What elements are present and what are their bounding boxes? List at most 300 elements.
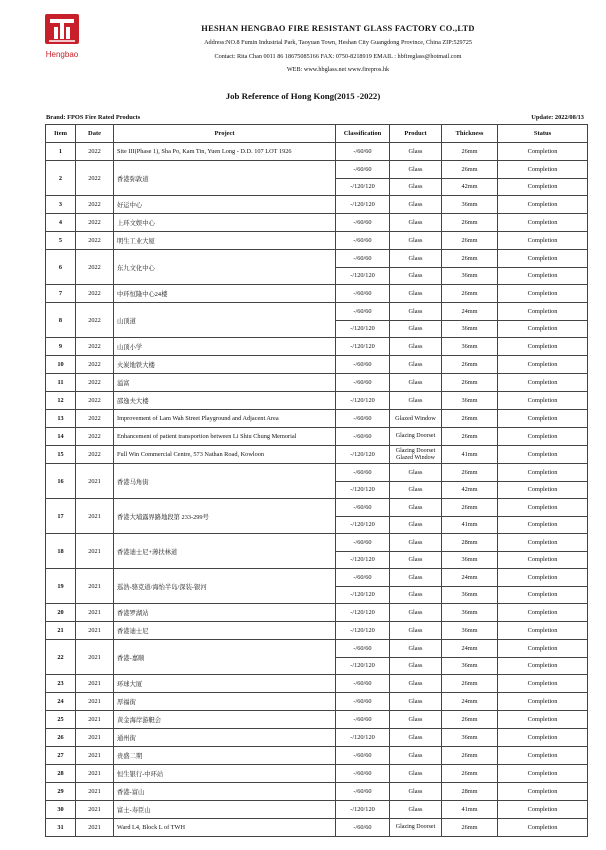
date-cell: 2022 — [76, 196, 114, 214]
column-header: Date — [76, 125, 114, 143]
project-cell: 山顶道 — [114, 303, 336, 338]
thickness-cell: 36mm — [442, 392, 498, 410]
status-cell: Completion — [498, 356, 588, 374]
status-value: Completion — [498, 657, 587, 675]
brand-label: Brand: FPOS Fire Rated Products — [46, 114, 141, 121]
product-cell: Glass — [390, 747, 442, 765]
product-cell: Glass — [390, 675, 442, 693]
date-cell: 2022 — [76, 232, 114, 250]
product-cell — [390, 161, 442, 196]
classification-value: -/60/60 — [353, 165, 372, 173]
thickness-value: 42mm — [442, 481, 497, 499]
thickness-cell: 28mm — [442, 783, 498, 801]
date-cell: 2022 — [76, 303, 114, 338]
item-cell: 18 — [46, 534, 76, 569]
status-cell: Completion — [498, 392, 588, 410]
status-cell: Completion — [498, 410, 588, 428]
product-cell: Glass — [390, 232, 442, 250]
table-row — [46, 604, 588, 622]
item-cell: 4 — [46, 214, 76, 232]
project-cell: 贵盛二期 — [114, 747, 336, 765]
status-cell: Completion — [498, 428, 588, 446]
project-cell: 厚福街 — [114, 693, 336, 711]
project-cell: 香港马角街 — [114, 464, 336, 499]
item-cell: 29 — [46, 783, 76, 801]
status-value: Completion — [527, 538, 558, 546]
job-reference-table — [45, 124, 588, 837]
product-cell — [390, 303, 442, 338]
date-cell: 2022 — [76, 250, 114, 285]
table-row — [46, 801, 588, 819]
thickness-value: 36mm — [442, 551, 497, 569]
project-cell: 邵逸夫大楼 — [114, 392, 336, 410]
item-cell: 22 — [46, 640, 76, 675]
project-cell: Enhancement of patient transportion between Li Shiu Chung Memorial — [114, 428, 336, 446]
product-value: Glass — [390, 551, 441, 569]
product-cell — [390, 534, 442, 569]
table-header-row — [46, 125, 588, 143]
thickness-cell: 26mm — [442, 374, 498, 392]
status-cell: Completion — [498, 747, 588, 765]
column-header: Item — [46, 125, 76, 143]
status-value: Completion — [498, 178, 587, 196]
date-cell: 2021 — [76, 783, 114, 801]
thickness-cell: 36mm — [442, 729, 498, 747]
product-cell: Glass — [390, 356, 442, 374]
product-value: Glass — [408, 644, 423, 652]
classification-cell: -/120/120 — [336, 338, 390, 356]
thickness-value: 36mm — [442, 267, 497, 285]
table-body — [46, 143, 588, 837]
company-name: HESHAN HENGBAO FIRE RESISTANT GLASS FACTORY CO.,LTD — [201, 24, 475, 33]
thickness-cell: 36mm — [442, 622, 498, 640]
classification-cell: -/60/60 — [336, 356, 390, 374]
classification-value: -/120/120 — [336, 320, 389, 338]
product-cell: Glazing Doorset — [390, 428, 442, 446]
classification-cell: -/60/60 — [336, 143, 390, 161]
item-cell: 31 — [46, 819, 76, 837]
thickness-cell: 36mm — [442, 338, 498, 356]
item-cell: 27 — [46, 747, 76, 765]
update-date: Update: 2022/08/13 — [531, 114, 584, 121]
product-cell — [390, 250, 442, 285]
classification-value: -/60/60 — [353, 307, 372, 315]
classification-value: -/120/120 — [336, 551, 389, 569]
table-row — [46, 285, 588, 303]
thickness-value: 26mm — [461, 503, 478, 511]
classification-cell: -/120/120 — [336, 622, 390, 640]
project-cell: 东九文化中心 — [114, 250, 336, 285]
table-row — [46, 711, 588, 729]
status-value: Completion — [498, 516, 587, 534]
company-contact: Contact: Rita Chan 0011 86 18675085166 FAX: 0750-8218919 EMAIL : hbfireglass@hotmail.com — [214, 53, 462, 60]
classification-cell — [336, 499, 390, 534]
thickness-cell — [442, 250, 498, 285]
classification-cell: -/60/60 — [336, 819, 390, 837]
classification-cell: -/60/60 — [336, 675, 390, 693]
product-cell: Glass — [390, 622, 442, 640]
thickness-cell: 26mm — [442, 428, 498, 446]
classification-cell: -/60/60 — [336, 232, 390, 250]
status-cell: Completion — [498, 622, 588, 640]
product-value: Glass — [408, 165, 423, 173]
status-value: Completion — [498, 586, 587, 604]
project-cell: 溢富 — [114, 374, 336, 392]
item-cell: 7 — [46, 285, 76, 303]
date-cell: 2022 — [76, 356, 114, 374]
thickness-cell: 26mm — [442, 747, 498, 765]
status-cell: Completion — [498, 285, 588, 303]
status-cell: Completion — [498, 819, 588, 837]
project-cell: 好运中心 — [114, 196, 336, 214]
classification-value: -/60/60 — [353, 644, 372, 652]
classification-value: -/120/120 — [336, 516, 389, 534]
thickness-cell: 26mm — [442, 356, 498, 374]
table-row — [46, 232, 588, 250]
date-cell: 2021 — [76, 499, 114, 534]
thickness-value: 28mm — [461, 538, 478, 546]
classification-value: -/60/60 — [353, 254, 372, 262]
product-cell: Glass — [390, 196, 442, 214]
project-cell: 香港罗湖站 — [114, 604, 336, 622]
table-row — [46, 499, 588, 534]
thickness-cell — [442, 303, 498, 338]
classification-value: -/120/120 — [336, 178, 389, 196]
item-cell: 20 — [46, 604, 76, 622]
thickness-cell: 41mm — [442, 801, 498, 819]
thickness-cell — [442, 534, 498, 569]
product-cell — [390, 569, 442, 604]
item-cell: 11 — [46, 374, 76, 392]
product-value: Glass — [390, 586, 441, 604]
classification-value: -/60/60 — [353, 538, 372, 546]
project-cell: 香港迪士尼 — [114, 622, 336, 640]
thickness-value: 24mm — [461, 573, 478, 581]
product-value: Glass — [408, 538, 423, 546]
thickness-value: 42mm — [442, 178, 497, 196]
product-cell — [390, 464, 442, 499]
product-cell: Glass — [390, 374, 442, 392]
date-cell: 2022 — [76, 428, 114, 446]
status-cell — [498, 464, 588, 499]
thickness-value: 26mm — [461, 165, 478, 173]
project-cell: 香港迪士尼+薄扶林道 — [114, 534, 336, 569]
status-cell: Completion — [498, 783, 588, 801]
date-cell: 2021 — [76, 675, 114, 693]
table-row — [46, 250, 588, 285]
project-cell: 香港大埔露界路地段第 233-299号 — [114, 499, 336, 534]
classification-cell: -/60/60 — [336, 285, 390, 303]
product-value: Glass — [390, 657, 441, 675]
status-cell: Completion — [498, 729, 588, 747]
status-cell: Completion — [498, 693, 588, 711]
item-cell: 19 — [46, 569, 76, 604]
product-value: Glass — [390, 178, 441, 196]
product-cell: Glass — [390, 711, 442, 729]
product-cell: Glazing Doorset Glazed Window — [390, 446, 442, 464]
status-cell — [498, 569, 588, 604]
classification-cell: -/60/60 — [336, 711, 390, 729]
product-value: Glass — [390, 516, 441, 534]
status-cell — [498, 499, 588, 534]
thickness-cell: 26mm — [442, 675, 498, 693]
classification-cell: -/60/60 — [336, 374, 390, 392]
status-cell: Completion — [498, 338, 588, 356]
table-row — [46, 534, 588, 569]
status-cell: Completion — [498, 196, 588, 214]
thickness-cell: 26mm — [442, 285, 498, 303]
table-row — [46, 464, 588, 499]
thickness-cell — [442, 464, 498, 499]
product-cell: Glass — [390, 285, 442, 303]
classification-cell — [336, 303, 390, 338]
thickness-value: 36mm — [442, 657, 497, 675]
classification-cell: -/120/120 — [336, 446, 390, 464]
item-cell: 2 — [46, 161, 76, 196]
date-cell: 2021 — [76, 693, 114, 711]
table-row — [46, 410, 588, 428]
status-value: Completion — [498, 551, 587, 569]
classification-cell: -/60/60 — [336, 747, 390, 765]
date-cell: 2021 — [76, 622, 114, 640]
thickness-cell: 41mm — [442, 446, 498, 464]
status-cell: Completion — [498, 214, 588, 232]
item-cell: 21 — [46, 622, 76, 640]
date-cell: 2022 — [76, 161, 114, 196]
classification-value: -/60/60 — [353, 573, 372, 581]
product-cell — [390, 499, 442, 534]
classification-cell: -/60/60 — [336, 410, 390, 428]
project-cell: 明生工业大厦 — [114, 232, 336, 250]
product-cell: Glass — [390, 604, 442, 622]
thickness-value: 26mm — [461, 468, 478, 476]
status-cell: Completion — [498, 232, 588, 250]
status-cell — [498, 303, 588, 338]
item-cell: 17 — [46, 499, 76, 534]
status-value: Completion — [527, 644, 558, 652]
item-cell: 9 — [46, 338, 76, 356]
product-cell: Glass — [390, 729, 442, 747]
classification-cell: -/60/60 — [336, 765, 390, 783]
date-cell: 2022 — [76, 374, 114, 392]
status-value: Completion — [498, 267, 587, 285]
table-row — [46, 196, 588, 214]
product-cell: Glass — [390, 143, 442, 161]
classification-cell — [336, 161, 390, 196]
status-cell: Completion — [498, 801, 588, 819]
item-cell: 14 — [46, 428, 76, 446]
table-row — [46, 569, 588, 604]
item-cell: 16 — [46, 464, 76, 499]
product-cell: Glass — [390, 338, 442, 356]
status-value: Completion — [527, 165, 558, 173]
classification-value: -/60/60 — [353, 503, 372, 511]
classification-cell: -/120/120 — [336, 604, 390, 622]
item-cell: 10 — [46, 356, 76, 374]
classification-cell: -/120/120 — [336, 392, 390, 410]
thickness-cell — [442, 499, 498, 534]
product-cell: Glass — [390, 765, 442, 783]
status-cell — [498, 640, 588, 675]
product-value: Glass — [390, 320, 441, 338]
date-cell: 2021 — [76, 640, 114, 675]
date-cell: 2021 — [76, 464, 114, 499]
product-cell: Glass — [390, 801, 442, 819]
thickness-value: 36mm — [442, 586, 497, 604]
table-row — [46, 693, 588, 711]
classification-value: -/120/120 — [336, 267, 389, 285]
table-row — [46, 392, 588, 410]
status-value: Completion — [498, 481, 587, 499]
classification-value: -/120/120 — [336, 657, 389, 675]
product-cell: Glass — [390, 783, 442, 801]
date-cell: 2021 — [76, 534, 114, 569]
company-web: WEB: www.hbglass.net www.firepros.hk — [286, 66, 390, 73]
company-address: Address:NO.8 Fumin Industrial Park, Taoyuan Town, Heshan City Guangdong Province, China ZIP:529725 — [204, 39, 472, 46]
document-title: Job Reference of Hong Kong(2015 -2022) — [225, 91, 381, 101]
item-cell: 3 — [46, 196, 76, 214]
thickness-cell: 26mm — [442, 765, 498, 783]
date-cell: 2022 — [76, 446, 114, 464]
status-cell: Completion — [498, 143, 588, 161]
thickness-cell: 26mm — [442, 410, 498, 428]
column-header: Product — [390, 125, 442, 143]
date-cell: 2021 — [76, 604, 114, 622]
item-cell: 30 — [46, 801, 76, 819]
table-row — [46, 374, 588, 392]
thickness-value: 24mm — [461, 307, 478, 315]
product-cell: Glass — [390, 214, 442, 232]
thickness-cell: 26mm — [442, 232, 498, 250]
column-header: Thickness — [442, 125, 498, 143]
item-cell: 5 — [46, 232, 76, 250]
thickness-cell: 26mm — [442, 143, 498, 161]
item-cell: 24 — [46, 693, 76, 711]
product-value: Glass — [408, 307, 423, 315]
column-header: Project — [114, 125, 336, 143]
project-cell: 黄金海岸游艇会 — [114, 711, 336, 729]
product-value: Glass — [408, 468, 423, 476]
classification-cell — [336, 640, 390, 675]
thickness-cell — [442, 640, 498, 675]
status-cell: Completion — [498, 711, 588, 729]
product-cell: Glazing Doorset — [390, 819, 442, 837]
classification-cell: -/120/120 — [336, 196, 390, 214]
date-cell: 2022 — [76, 410, 114, 428]
classification-cell: -/60/60 — [336, 783, 390, 801]
item-cell: 23 — [46, 675, 76, 693]
thickness-value: 26mm — [461, 254, 478, 262]
item-cell: 26 — [46, 729, 76, 747]
classification-value: -/60/60 — [353, 468, 372, 476]
table-row — [46, 214, 588, 232]
classification-cell — [336, 534, 390, 569]
project-cell: Full Win Commercial Centre, 573 Nathan Road, Kowloon — [114, 446, 336, 464]
classification-value: -/120/120 — [336, 586, 389, 604]
product-value: Glass — [408, 503, 423, 511]
item-cell: 12 — [46, 392, 76, 410]
project-cell: 中环恒隆中心24楼 — [114, 285, 336, 303]
thickness-value: 41mm — [442, 516, 497, 534]
table-row — [46, 729, 588, 747]
table-row — [46, 446, 588, 464]
thickness-cell: 36mm — [442, 196, 498, 214]
date-cell: 2021 — [76, 765, 114, 783]
project-cell: 环球大厦 — [114, 675, 336, 693]
classification-cell — [336, 250, 390, 285]
thickness-cell: 26mm — [442, 819, 498, 837]
status-value: Completion — [527, 503, 558, 511]
classification-cell: -/60/60 — [336, 693, 390, 711]
project-cell: 上环文娱中心 — [114, 214, 336, 232]
date-cell: 2022 — [76, 214, 114, 232]
status-value: Completion — [498, 320, 587, 338]
project-cell: 富士-寿臣山 — [114, 801, 336, 819]
project-cell: 通州街 — [114, 729, 336, 747]
table-row — [46, 819, 588, 837]
item-cell: 6 — [46, 250, 76, 285]
table-row — [46, 783, 588, 801]
table-row — [46, 622, 588, 640]
date-cell: 2022 — [76, 392, 114, 410]
thickness-cell: 36mm — [442, 604, 498, 622]
table-row — [46, 765, 588, 783]
thickness-value: 24mm — [461, 644, 478, 652]
date-cell: 2021 — [76, 729, 114, 747]
status-value: Completion — [527, 254, 558, 262]
item-cell: 15 — [46, 446, 76, 464]
product-cell — [390, 640, 442, 675]
product-value: Glass — [408, 254, 423, 262]
status-cell: Completion — [498, 765, 588, 783]
project-cell: Ward L4, Block L of TWH — [114, 819, 336, 837]
date-cell: 2021 — [76, 711, 114, 729]
classification-cell — [336, 464, 390, 499]
product-value: Glass — [390, 267, 441, 285]
date-cell: 2021 — [76, 569, 114, 604]
thickness-cell: 24mm — [442, 693, 498, 711]
project-cell: 恒生银行-中环站 — [114, 765, 336, 783]
status-value: Completion — [527, 573, 558, 581]
product-cell: Glass — [390, 392, 442, 410]
thickness-cell: 26mm — [442, 214, 498, 232]
project-cell: 香港-嘉顺 — [114, 640, 336, 675]
project-cell: 巡浩-骆克道/海怡半岛/深装-银河 — [114, 569, 336, 604]
project-cell: 香港弥敦道 — [114, 161, 336, 196]
thickness-cell — [442, 161, 498, 196]
table-row — [46, 303, 588, 338]
logo-text: Hengbao — [45, 50, 79, 59]
status-cell: Completion — [498, 374, 588, 392]
classification-cell: -/60/60 — [336, 428, 390, 446]
column-header: Classification — [336, 125, 390, 143]
table-row — [46, 747, 588, 765]
status-cell: Completion — [498, 446, 588, 464]
date-cell: 2022 — [76, 338, 114, 356]
project-cell: Site III(Phase 1), Sha Po, Kam Tin, Yuen Long - D.D. 107 LOT 1926 — [114, 143, 336, 161]
table-row — [46, 161, 588, 196]
table-row — [46, 338, 588, 356]
table-row — [46, 640, 588, 675]
product-cell: Glazed Window — [390, 410, 442, 428]
status-cell — [498, 161, 588, 196]
classification-value: -/120/120 — [336, 481, 389, 499]
thickness-cell — [442, 569, 498, 604]
status-value: Completion — [527, 468, 558, 476]
date-cell: 2021 — [76, 801, 114, 819]
date-cell: 2022 — [76, 285, 114, 303]
product-value: Glass — [408, 573, 423, 581]
